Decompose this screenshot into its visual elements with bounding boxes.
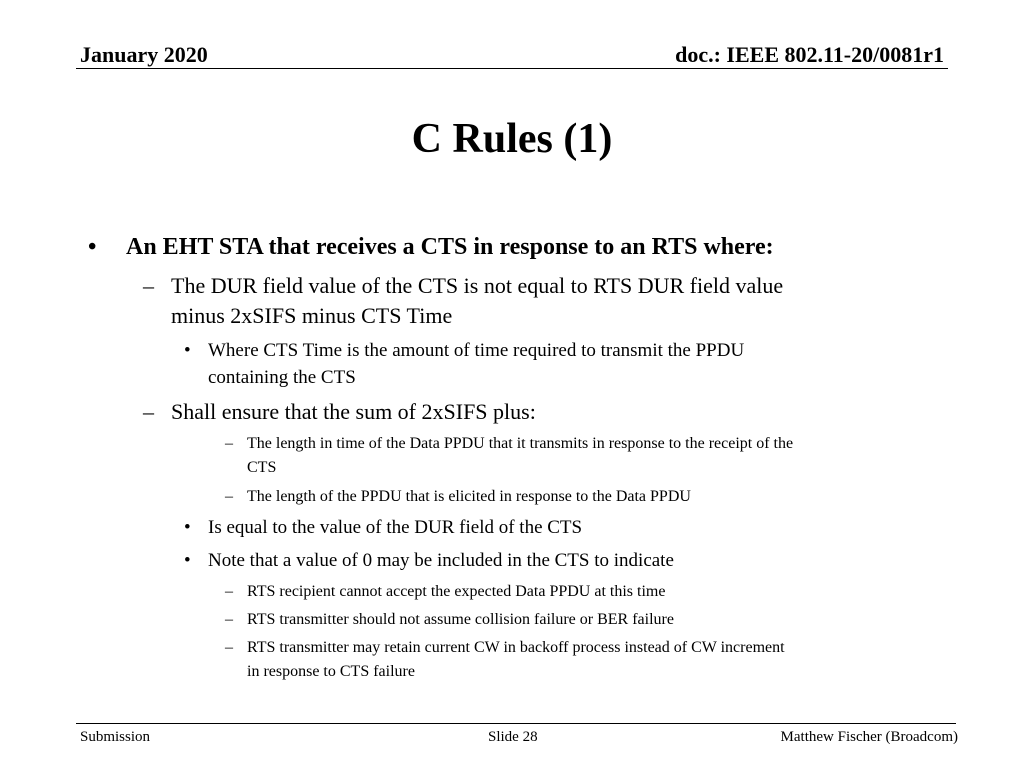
sub-item-2: Shall ensure that the sum of 2xSIFS plus: — [171, 399, 536, 424]
dash-marker: – — [225, 611, 233, 628]
footer-slide-number: Slide 28 — [488, 729, 538, 745]
footer-author: Matthew Fischer (Broadcom) — [780, 729, 958, 745]
detail-2: The length of the PPDU that is elicited in response to the Data PPDU — [247, 488, 691, 505]
footer-divider — [76, 723, 956, 724]
bullet-marker: • — [184, 517, 191, 538]
footer-submission: Submission — [80, 729, 151, 745]
sub-bullet-1: Is equal to the value of the DUR field of the CTS — [208, 517, 583, 538]
dash-marker: – — [225, 488, 233, 505]
slide-title: C Rules (1) — [411, 116, 613, 162]
detail-5-line-1: RTS transmitter may retain current CW in backoff process instead of CW increment — [247, 639, 785, 656]
sub-note-1-line-1: Where CTS Time is the amount of time required to transmit the PPDU — [208, 340, 745, 361]
detail-1-line-2: CTS — [247, 459, 277, 476]
detail-1-line-1: The length in time of the Data PPDU that it transmits in response to the receipt of the — [247, 435, 794, 452]
dash-marker: – — [143, 399, 154, 424]
sub-note-1-line-2: containing the CTS — [208, 367, 356, 388]
header-divider — [76, 68, 948, 69]
sub-item-1-line-1: The DUR field value of the CTS is not equal to RTS DUR field value — [171, 273, 784, 298]
dash-marker: – — [225, 583, 233, 600]
detail-5-line-2: in response to CTS failure — [247, 663, 415, 680]
bullet-item-1: An EHT STA that receives a CTS in response to an RTS where: — [126, 234, 774, 260]
header-date: January 2020 — [80, 42, 208, 67]
detail-3: RTS recipient cannot accept the expected Data PPDU at this time — [247, 583, 666, 600]
dash-marker: – — [143, 273, 154, 298]
bullet-marker: • — [184, 340, 191, 361]
sub-bullet-2: Note that a value of 0 may be included in the CTS to indicate — [208, 550, 674, 571]
dash-marker: – — [225, 435, 233, 452]
sub-item-1-line-2: minus 2xSIFS minus CTS Time — [171, 303, 453, 328]
bullet-marker: • — [88, 234, 97, 260]
bullet-marker: • — [184, 550, 191, 571]
dash-marker: – — [225, 639, 233, 656]
header-doc-id: doc.: IEEE 802.11-20/0081r1 — [675, 42, 944, 67]
detail-4: RTS transmitter should not assume collision failure or BER failure — [247, 611, 674, 628]
